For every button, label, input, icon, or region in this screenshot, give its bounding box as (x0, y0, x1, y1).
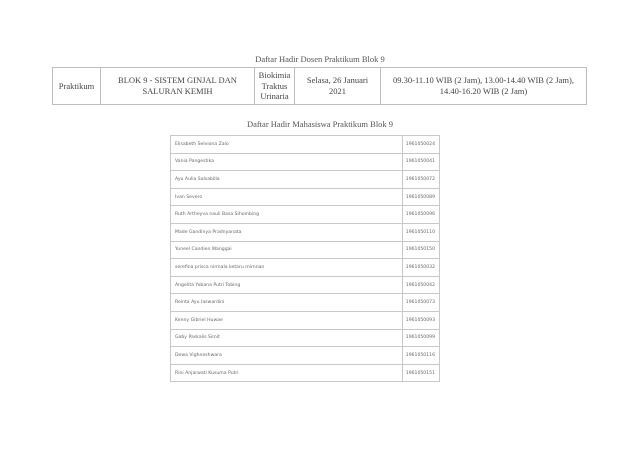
table-row (171, 136, 440, 154)
mahasiswa-title: Daftar Hadir Mahasiswa Praktikum Blok 9 (246, 119, 394, 129)
dosen-table (52, 67, 587, 105)
student-name: Elisabeth Selviona Zalo (171, 136, 403, 154)
student-nim: 1961050110 (402, 223, 439, 241)
student-nim: 1961050089 (402, 188, 439, 206)
student-nim: 1961050093 (402, 311, 439, 329)
table-row (171, 294, 440, 312)
student-name: Ivan Severo (171, 188, 403, 206)
student-nim: 1961050116 (402, 347, 439, 365)
table-row (171, 188, 440, 206)
student-name: Rini Anjarwati Kusuma Putri (171, 364, 403, 382)
student-name: Reinta Ayu Iaswardini (171, 294, 403, 312)
praktikum-label-cell: Praktikum (53, 68, 101, 105)
student-name: Angelita Yobana Putri Tobing (171, 276, 403, 294)
date-cell: Selasa, 26 Januari 2021 (295, 68, 381, 105)
student-nim: 1961050096 (402, 206, 439, 224)
student-name: Ayu Aulia Salsabilla (171, 171, 403, 189)
blok-cell: BLOK 9 - SISTEM GINJAL DAN SALURAN KEMIH (101, 68, 255, 105)
table-row (171, 223, 440, 241)
table-row (171, 153, 440, 171)
mahasiswa-table (170, 135, 440, 382)
student-nim: 1961050073 (402, 294, 439, 312)
student-nim: 1961050024 (402, 136, 439, 154)
sessions-cell: 09.30-11.10 WIB (2 Jam), 13.00-14.40 WIB (2 Jam), 14.40-16.20 WIB (2 Jam) (381, 68, 587, 105)
student-nim: 1961050150 (402, 241, 439, 259)
student-name: Yuneel Candien Wanggai (171, 241, 403, 259)
student-name: Ruth Artheyva nauli Basa Sihombing (171, 206, 403, 224)
table-row (171, 329, 440, 347)
student-name: Made Gandinya Pradnyanata (171, 223, 403, 241)
table-row (171, 206, 440, 224)
table-row (171, 171, 440, 189)
student-nim: 1961050099 (402, 329, 439, 347)
student-nim: 1961050072 (402, 171, 439, 189)
dosen-row (53, 68, 587, 105)
dosen-title: Daftar Hadir Dosen Praktikum Blok 9 (255, 54, 385, 64)
student-name: serefina prisca nirmala ketaru mirnnan (171, 259, 403, 277)
subject-cell: Biokimia Traktus Urinaria (255, 68, 295, 105)
student-nim: 1961050041 (402, 153, 439, 171)
student-nim: 1961050042 (402, 276, 439, 294)
student-nim: 1961050151 (402, 364, 439, 382)
student-nim: 1961050032 (402, 259, 439, 277)
table-row (171, 276, 440, 294)
student-name: Vania Pangestika (171, 153, 403, 171)
table-row (171, 259, 440, 277)
table-row (171, 347, 440, 365)
student-name: Dewa Vighneshwara (171, 347, 403, 365)
table-row (171, 364, 440, 382)
student-name: Gaby Paskalis Simit (171, 329, 403, 347)
table-row (171, 311, 440, 329)
table-row (171, 241, 440, 259)
student-name: Kenny Gibriel Huwae (171, 311, 403, 329)
